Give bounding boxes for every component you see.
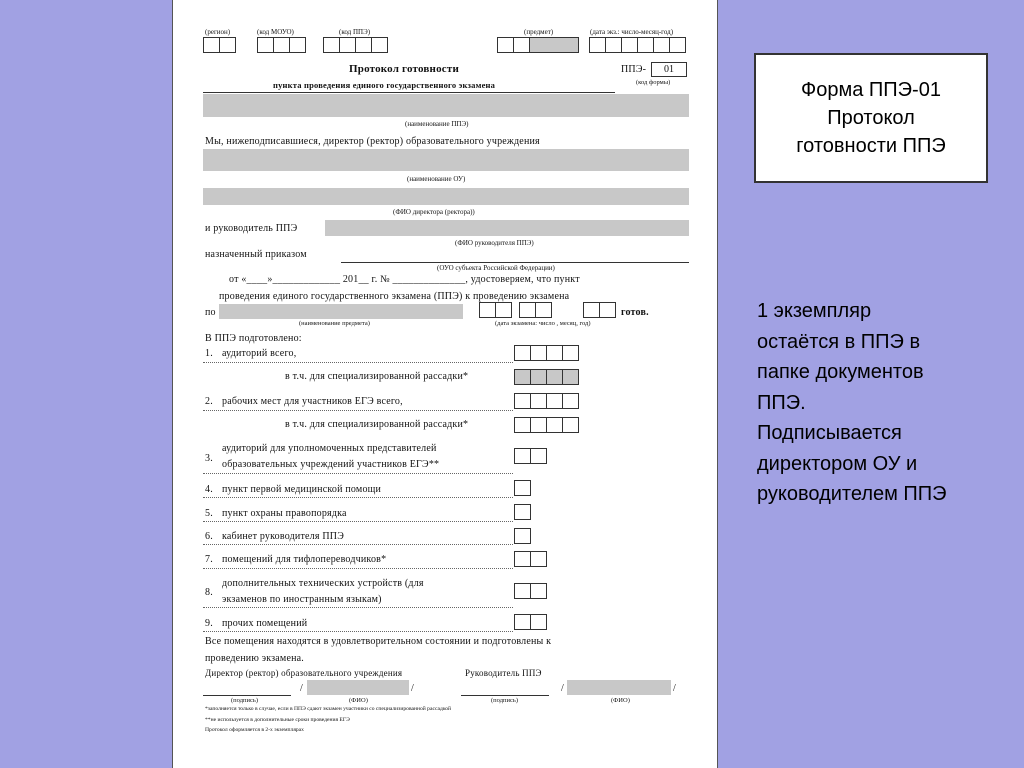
- exam-day-cells: [479, 302, 512, 318]
- subject-caption: (наименование предмета): [299, 320, 370, 327]
- form-title: Протокол готовности: [349, 63, 460, 75]
- prepared-label: В ППЭ подготовлено:: [205, 333, 302, 344]
- ppe-name-field[interactable]: [203, 94, 689, 117]
- copy-note: [757, 296, 1017, 510]
- ppe-name-caption: (наименование ППЭ): [405, 120, 469, 128]
- director-name-field[interactable]: [203, 188, 689, 205]
- we-signed-text: Мы, нижеподписавшиеся, директор (ректор) образовательного учреждения: [205, 136, 540, 147]
- signature-caption: (подпись): [231, 697, 258, 704]
- item-number: 7.: [205, 554, 213, 565]
- item-text: аудиторий для уполномоченных представителей: [222, 443, 437, 454]
- workplaces-special-cells: [514, 417, 579, 433]
- callout-line: Форма ППЭ-01: [801, 79, 941, 101]
- subject-name-field[interactable]: [219, 304, 463, 319]
- item-text: кабинет руководителя ППЭ: [222, 531, 345, 542]
- slash: /: [561, 683, 564, 694]
- auditoriums-special-cells: [514, 369, 579, 385]
- item-text: в т.ч. для специализированной рассадки*: [285, 419, 469, 430]
- footnote-2: **не используется в дополнительные сроки проведения ЕГЭ: [205, 717, 350, 723]
- item-text: в т.ч. для специализированной рассадки*: [285, 371, 469, 382]
- fio-caption: (ФИО): [611, 697, 630, 704]
- note-line: 1 экземпляр: [757, 300, 872, 322]
- head-fio-field[interactable]: [567, 680, 671, 695]
- note-line: Подписывается: [757, 422, 902, 444]
- ppe-code-caption: (код ППЭ): [339, 28, 371, 36]
- head-office-cell: [514, 528, 531, 544]
- region-code-caption: (регион): [205, 28, 231, 36]
- exam-year-cells: [583, 302, 616, 318]
- director-name-caption: (ФИО директора (ректора)): [393, 208, 475, 216]
- mouo-code-cells: [257, 37, 306, 53]
- item-number: 3.: [205, 453, 213, 464]
- conclusion-line-2: проведению экзамена.: [205, 653, 304, 664]
- mouo-code-caption: (код МОУО): [257, 28, 294, 36]
- footnote-3: Протокол оформляется в 2-х экземплярах: [205, 727, 304, 733]
- exam-date-code-caption: (дата экз.: число-месяц-год): [590, 28, 674, 36]
- item-text: пункт охраны правопорядка: [222, 508, 347, 519]
- ppe-code-cells: [323, 37, 388, 53]
- item-text: помещений для тифлопереводчиков*: [222, 554, 387, 565]
- item-text: дополнительных технических устройств (для: [222, 578, 424, 589]
- head-signature-label: Руководитель ППЭ: [465, 668, 542, 678]
- conduct-line: проведения единого государственного экзамена (ППЭ) к проведению экзамена: [219, 291, 570, 302]
- footnote-1: *заполняется только в случае, если в ППЭ сдают экзамен участники со специализированной рассадкой: [205, 706, 452, 712]
- other-rooms-cells: [514, 614, 547, 630]
- tech-devices-cells: [514, 583, 547, 599]
- protocol-form-page: [172, 0, 718, 768]
- item-text-2: экзаменов по иностранным языкам): [222, 594, 382, 605]
- workplaces-total-cells: [514, 393, 579, 409]
- ou-name-field[interactable]: [203, 149, 689, 171]
- director-fio-field[interactable]: [307, 680, 409, 695]
- callout-line: Протокол: [827, 107, 915, 129]
- form-subtitle: пункта проведения единого государственного экзамена: [273, 80, 496, 90]
- fio-caption: (ФИО): [349, 697, 368, 704]
- note-line: ППЭ.: [757, 391, 806, 414]
- ouo-caption: (ОУО субъекта Российской Федерации): [437, 264, 555, 272]
- appointed-text: назначенный приказом: [205, 249, 307, 260]
- region-code-cells: [203, 37, 236, 53]
- item-text: прочих помещений: [222, 618, 308, 629]
- item-text-2: образовательных учреждений участников ЕГЭ**: [222, 459, 440, 470]
- item-number: 9.: [205, 618, 213, 629]
- subject-code-caption: (предмет): [524, 28, 554, 36]
- signature-caption: (подпись): [491, 697, 518, 704]
- slash: /: [411, 683, 414, 694]
- representatives-cells: [514, 448, 547, 464]
- typhlo-cells: [514, 551, 547, 567]
- slash: /: [300, 683, 303, 694]
- form-title-callout: [754, 53, 988, 183]
- item-number: 2.: [205, 396, 213, 407]
- exam-month-cells: [519, 302, 552, 318]
- medical-cell: [514, 480, 531, 496]
- and-head-text: и руководитель ППЭ: [205, 223, 298, 234]
- exam-date-cells: [589, 37, 686, 53]
- police-cell: [514, 504, 531, 520]
- note-line: остаётся в ППЭ в: [757, 330, 921, 353]
- form-code-label: ППЭ-: [621, 64, 647, 75]
- auditoriums-total-cells: [514, 345, 579, 361]
- item-number: 4.: [205, 484, 213, 495]
- item-number: 5.: [205, 508, 213, 519]
- director-signature-label: Директор (ректор) образовательного учреждения: [205, 668, 403, 678]
- conclusion-line-1: Все помещения находятся в удовлетворительном состоянии и подготовлены к: [205, 636, 552, 647]
- ou-name-caption: (наименование ОУ): [407, 175, 466, 183]
- note-line: папке документов: [757, 361, 924, 383]
- head-name-caption: (ФИО руководителя ППЭ): [455, 239, 534, 247]
- item-number: 1.: [205, 348, 213, 359]
- item-number: 6.: [205, 531, 213, 542]
- item-text: аудиторий всего,: [222, 348, 297, 359]
- slash: /: [673, 683, 676, 694]
- by-label: по: [205, 307, 216, 318]
- order-line: от «____»_____________ 201__ г. № ______________, удостоверяем, что пункт: [229, 274, 580, 285]
- head-name-field[interactable]: [325, 220, 689, 236]
- note-line: руководителем ППЭ: [757, 483, 947, 505]
- item-text: пункт первой медицинской помощи: [222, 484, 382, 495]
- callout-line: готовности ППЭ: [796, 135, 946, 157]
- item-text: рабочих мест для участников ЕГЭ всего,: [222, 396, 403, 407]
- item-number: 8.: [205, 587, 213, 598]
- exam-date-caption: (дата экзамена: число , месяц, год): [495, 320, 591, 327]
- subject-code-cells: [497, 37, 579, 53]
- ready-label: готов.: [621, 307, 649, 318]
- note-line: директором ОУ и: [757, 452, 918, 475]
- form-code-caption: (код формы): [636, 79, 671, 86]
- form-code-value: 01: [651, 62, 687, 77]
